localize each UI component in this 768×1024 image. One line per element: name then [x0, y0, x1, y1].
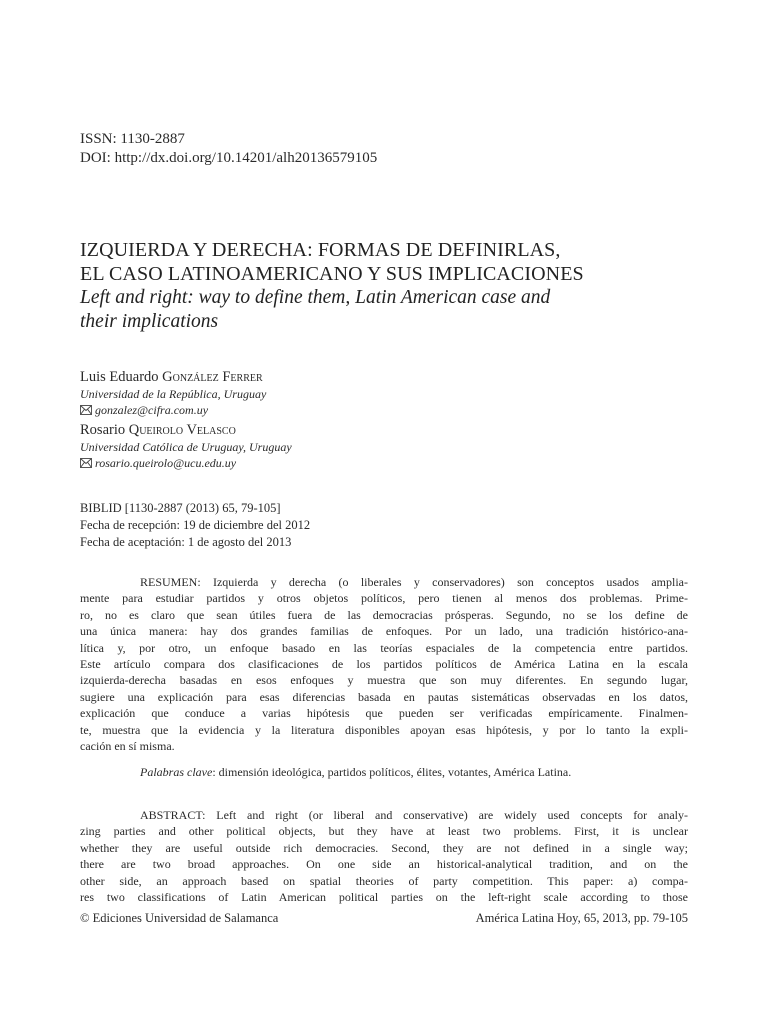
abstract-line: izquierda-derecha basadas en esos enfoques y muestra que son muy diferentes. En segundo lugar,: [80, 673, 688, 688]
author-name: [80, 421, 640, 439]
abstract-line: there are two broad approaches. On one side an historical-analytical tradition, and on the: [80, 857, 688, 872]
author-surname: González Ferrer: [162, 369, 263, 385]
abstract-line: mente para estudiar partidos y otros objetos políticos, pero tienen al menos dos problemas. Prime-: [80, 591, 688, 606]
author-given-name: Luis Eduardo: [80, 369, 163, 385]
title-spanish-line-1: IZQUIERDA Y DERECHA: FORMAS DE DEFINIRLAS,: [80, 239, 561, 261]
author-email[interactable]: rosario.queirolo@ucu.edu.uy: [95, 456, 237, 470]
footer-publisher: © Ediciones Universidad de Salamanca: [80, 911, 279, 925]
author-affiliation: Universidad de la República, Uruguay: [80, 387, 267, 401]
bibliographic-info: [80, 500, 310, 551]
author-list: [80, 368, 640, 471]
keywords-spanish: [80, 764, 688, 780]
abstract-line: una única manera: hay dos grandes familias de enfoques. Por un lado, una tradición histórico-ana-: [80, 624, 688, 639]
abstract-line: zing parties and other political objects, but they have at least two problems. First, it is unclear: [80, 824, 688, 839]
envelope-icon: [80, 458, 92, 468]
abstract-line: res two classifications of Latin American political parties on the left-right scale according to those: [80, 889, 688, 904]
reception-date: Fecha de recepción: 19 de diciembre del 2012: [80, 518, 311, 532]
acceptance-date: Fecha de aceptación: 1 de agosto del 2013: [80, 535, 292, 549]
abstract-line: ro, no es claro que sean útiles fuera de las democracias prósperas. Segundo, no se los define de: [80, 607, 688, 622]
abstracts: [80, 574, 688, 905]
abstract-line: Este artículo compara dos clasificaciones de los partidos políticos de América Latina en la escala: [80, 657, 688, 672]
envelope-icon: [80, 405, 92, 415]
author-affiliation: Universidad Católica de Uruguay, Uruguay: [80, 440, 292, 454]
title-english-line-2: their implications: [80, 311, 219, 332]
author-entry: [80, 421, 640, 471]
abstract-line: RESUMEN: Izquierda y derecha (o liberales y conservadores) son conceptos usados amplia-: [140, 575, 688, 589]
abstract-line: te, muestra que la evidencia y la literatura disponibles apoyan esas hipótesis, y por lo tanto la expli-: [80, 722, 688, 737]
title-spanish-line-2: EL CASO LATINOAMERICANO Y SUS IMPLICACIONES: [80, 263, 584, 285]
abstract-line: cación en sí misma.: [80, 739, 175, 754]
author-name: [80, 368, 640, 386]
keywords-label: Palabras clave: [140, 765, 213, 780]
keywords-text: : dimensión ideológica, partidos políticos, élites, votantes, América Latina.: [212, 765, 572, 780]
author-email[interactable]: gonzalez@cifra.com.uy: [95, 403, 209, 417]
author-given-name: Rosario: [80, 422, 129, 438]
page-footer: [80, 910, 688, 926]
author-entry: [80, 368, 640, 418]
abstract-line: explicación que conduce a varias hipótesis que pueden ser verificadas empíricamente. Finalmen-: [80, 706, 688, 721]
abstract-line: sugiere una explicación para esas diferencias basada en pautas sistemáticas observadas en los datos,: [80, 689, 688, 704]
abstract-line: whether they are useful outside rich democracies. Second, they are not defined in a single way;: [80, 840, 688, 855]
biblid-reference: BIBLID [1130-2887 (2013) 65, 79-105]: [80, 501, 281, 515]
abstract-spanish: [80, 574, 688, 754]
author-email-row: [80, 402, 640, 418]
issn: ISSN: 1130-2887: [80, 131, 185, 147]
footer-journal-citation: América Latina Hoy, 65, 2013, pp. 79-105: [475, 911, 688, 925]
author-surname: Queirolo Velasco: [128, 422, 236, 438]
article-identifiers: [80, 130, 377, 168]
abstract-line: lítica y, por otro, un enfoque basado en las teorías espaciales de la competencia entre partidos.: [80, 640, 688, 655]
doi: DOI: http://dx.doi.org/10.14201/alh20136579105: [80, 150, 378, 166]
author-email-row: [80, 455, 640, 471]
abstract-line: other side, an approach based on spatial theories of party competition. This paper: a) compa-: [80, 873, 688, 888]
article-title-block: [80, 238, 700, 334]
abstract-line: ABSTRACT: Left and right (or liberal and conservative) are widely used concepts for analy-: [140, 807, 688, 822]
abstract-english: [80, 807, 688, 905]
title-english-line-1: Left and right: way to define them, Latin American case and: [80, 287, 551, 308]
